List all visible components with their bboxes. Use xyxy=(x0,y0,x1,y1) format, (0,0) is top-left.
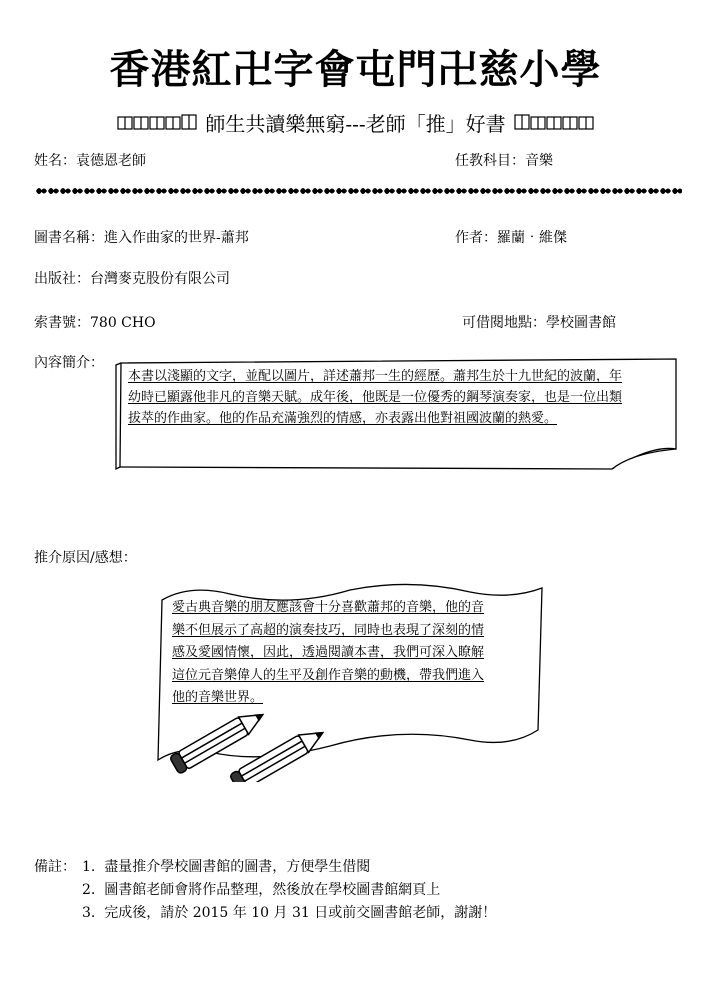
divider-ornament xyxy=(324,188,335,194)
book-value: 進入作曲家的世界-蕭邦 xyxy=(104,230,249,246)
divider-ornament xyxy=(660,188,671,194)
divider-ornament xyxy=(264,188,275,194)
summary-label: 內容簡介： xyxy=(34,355,104,371)
divider-ornament xyxy=(360,188,371,194)
location-label: 可借閱地點： xyxy=(462,315,546,331)
book-field xyxy=(34,227,249,247)
divider-ornament xyxy=(168,188,179,194)
divider-ornament xyxy=(672,188,682,194)
name-field xyxy=(34,150,146,170)
book-row-icon xyxy=(117,114,197,132)
school-title: 香港紅卍字會屯門卍慈小學 xyxy=(109,46,602,93)
divider-ornament xyxy=(84,188,95,194)
recommend-line: 愛古典音樂的朋友應該會十分喜歡蕭邦的音樂，他的音 xyxy=(172,600,485,615)
divider-ornament xyxy=(276,188,287,194)
note-item xyxy=(82,903,496,923)
subtitle-row xyxy=(0,108,711,137)
divider-ornament xyxy=(432,188,443,194)
divider-ornament xyxy=(588,188,599,194)
publisher-label: 出版社： xyxy=(34,271,90,287)
callno-value: 780 CHO xyxy=(90,315,156,331)
divider-ornament xyxy=(192,188,203,194)
divider-ornament xyxy=(540,188,551,194)
divider-ornament xyxy=(252,188,263,194)
summary-text xyxy=(128,366,668,429)
divider-ornament xyxy=(516,188,527,194)
divider-ornament xyxy=(372,188,383,194)
note-text: 盡量推介學校圖書館的圖書，方便學生借閱 xyxy=(104,859,371,875)
divider-ornament xyxy=(456,188,467,194)
divider-ornament xyxy=(384,188,395,194)
divider-ornament xyxy=(156,188,167,194)
divider-ornament xyxy=(240,188,251,194)
divider-ornament xyxy=(72,188,83,194)
divider-ornament xyxy=(612,188,623,194)
divider-ornament xyxy=(228,188,239,194)
subtitle: 師生共讀樂無窮---老師「推」好書 xyxy=(205,112,506,136)
divider-ornament xyxy=(528,188,539,194)
notes-label: 備註： xyxy=(34,859,76,875)
callno-label: 索書號： xyxy=(34,315,90,331)
author-field xyxy=(455,227,567,247)
book-row-icon-right xyxy=(514,114,594,132)
subject-label: 任教科目： xyxy=(455,153,525,169)
divider-ornament xyxy=(108,188,119,194)
divider-ornament xyxy=(144,188,155,194)
location-value: 學校圖書館 xyxy=(546,315,616,331)
divider-ornament xyxy=(636,188,647,194)
divider-ornament xyxy=(504,188,515,194)
note-item xyxy=(82,880,440,900)
recommend-line: 他的音樂世界。 xyxy=(172,690,264,705)
divider-ornament xyxy=(480,188,491,194)
divider-ornament xyxy=(624,188,635,194)
note-number: 2. xyxy=(82,882,96,898)
publisher-field xyxy=(34,268,230,288)
decorative-divider xyxy=(34,185,682,197)
divider-ornament xyxy=(288,188,299,194)
summary-line: 本書以淺顯的文字，並配以圖片，詳述蕭邦一生的經歷。蕭邦生於十九世紀的波蘭，年 xyxy=(128,369,623,384)
note-text: 圖書館老師會將作品整理，然後放在學校圖書館網頁上 xyxy=(104,882,441,898)
divider-ornament xyxy=(48,188,59,194)
divider-ornament xyxy=(60,188,71,194)
divider-ornament xyxy=(348,188,359,194)
recommend-line: 這位元音樂偉人的生平及創作音樂的動機，帶我們進入 xyxy=(172,667,485,683)
divider-ornament xyxy=(336,188,347,194)
divider-ornament xyxy=(492,188,503,194)
callno-field xyxy=(34,312,156,332)
recommend-line: 感及愛國情懷，因此，透過閱讀本書，我們可深入瞭解 xyxy=(172,645,485,660)
note-text: 完成後，請於 2015 年 10 月 31 日或前交圖書館老師，謝謝！ xyxy=(104,905,497,921)
divider-ornament xyxy=(420,188,431,194)
location-field xyxy=(462,312,616,332)
divider-ornament xyxy=(564,188,575,194)
recommend-line: 樂不但展示了高超的演奏技巧，同時也表現了深刻的情 xyxy=(172,622,485,638)
divider-ornament xyxy=(204,188,215,194)
divider-ornament xyxy=(312,188,323,194)
divider-ornament xyxy=(132,188,143,194)
publisher-value: 台灣麥克股份有限公司 xyxy=(90,271,230,287)
divider-ornament xyxy=(120,188,131,194)
divider-ornament xyxy=(444,188,455,194)
note-number: 1. xyxy=(82,859,96,875)
name-value: 袁德恩老師 xyxy=(76,153,146,169)
divider-ornament xyxy=(96,188,107,194)
author-value: 羅蘭‧維傑 xyxy=(497,230,567,246)
divider-ornament xyxy=(396,188,407,194)
divider-ornament xyxy=(552,188,563,194)
name-label: 姓名： xyxy=(34,153,76,169)
summary-line: 拔萃的作曲家。他的作品充滿強烈的情感，亦表露出他對祖國波蘭的熱愛。 xyxy=(128,411,558,426)
book-label: 圖書名稱： xyxy=(34,230,104,246)
divider-ornament xyxy=(36,188,47,194)
recommend-label: 推介原因/感想： xyxy=(34,550,137,566)
divider-ornament xyxy=(468,188,479,194)
summary-line: 幼時已顯露他非凡的音樂天賦。成年後，他既是一位優秀的鋼琴演奏家，也是一位出類 xyxy=(128,390,623,405)
note-number: 3. xyxy=(82,905,96,921)
subject-field xyxy=(455,150,553,170)
divider-ornament xyxy=(216,188,227,194)
note-item xyxy=(82,857,370,877)
divider-ornament xyxy=(600,188,611,194)
divider-ornament xyxy=(408,188,419,194)
divider-ornament xyxy=(300,188,311,194)
pencils-icon xyxy=(160,702,350,782)
recommend-text xyxy=(172,597,520,710)
author-label: 作者： xyxy=(455,230,497,246)
divider-ornament xyxy=(576,188,587,194)
subject-value: 音樂 xyxy=(525,153,553,169)
divider-ornament xyxy=(648,188,659,194)
divider-ornament xyxy=(180,188,191,194)
